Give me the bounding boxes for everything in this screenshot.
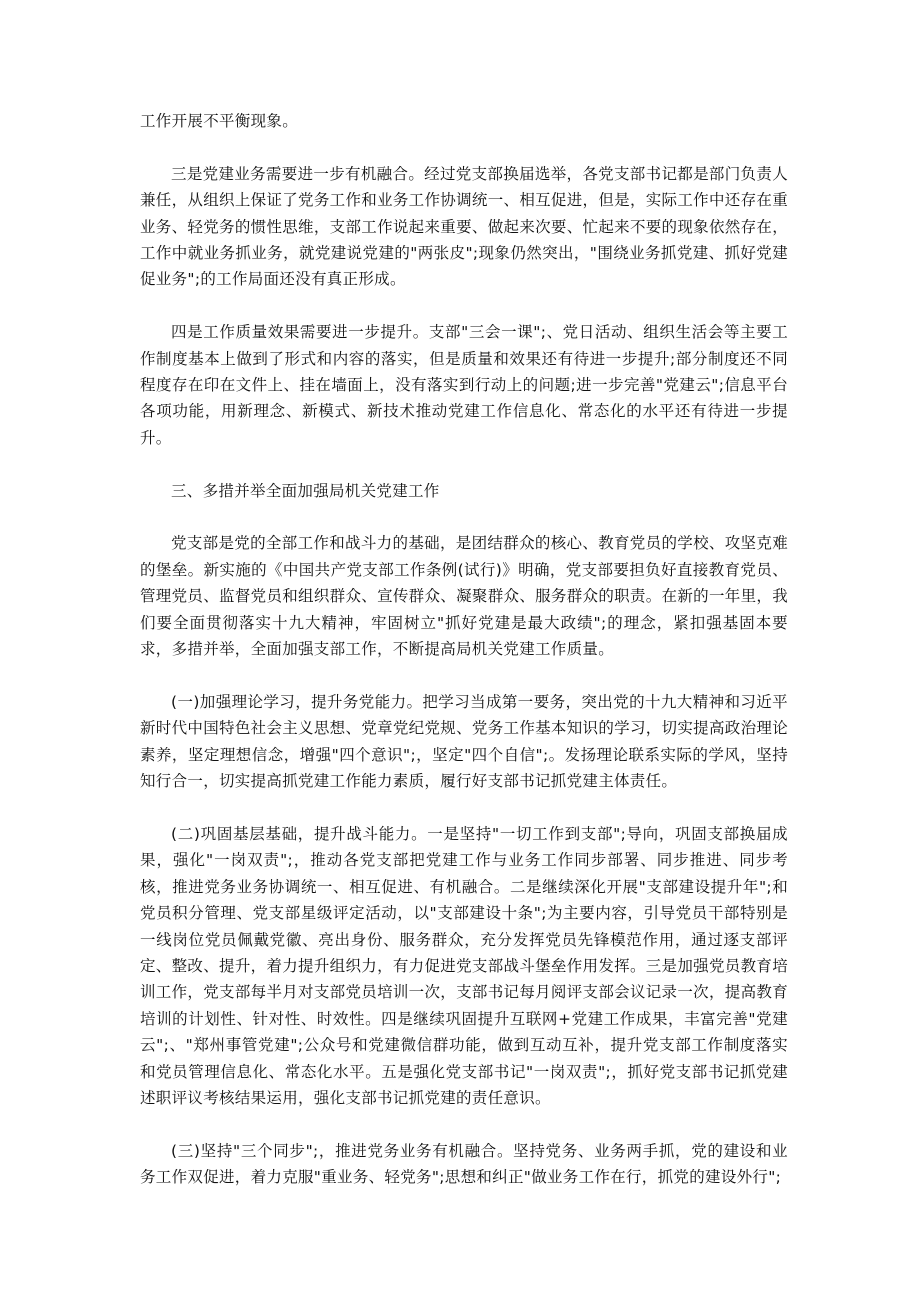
paragraph-point-four: 四是工作质量效果需要进一步提升。支部"三会一课";、党日活动、组织生活会等主要工作制度基本上做到了形式和内容的落实，但是质量和效果还有待进一步提升;部分制度还不同程度存在印在文件上、挂在墙面上，没有落实到行动上的问题;进一步完善"党建云";信息平台各项功能，用新理念、新模式、新技术推动党建工作信息化、常态化的水平还有待进一步提升。 (140, 323, 788, 447)
paragraph-item-two: (二)巩固基层基础，提升战斗能力。一是坚持"一切工作到支部";导向，巩固支部换届成果，强化"一岗双责";，推动各党支部把党建工作与业务工作同步部署、同步推进、同步考核，推进党务业务协调统一、相互促进、有机融合。二是继续深化开展"支部建设提升年";和党员积分管理、党支部星级评定活动，以"支部建设十条";为主要内容，引导党员干部特别是一线岗位党员佩戴党徽、亮出身份、服务群众，充分发挥党员先锋模范作用，通过逐支部评定、整改、提升，着力提升组织力，有力促进党支部战斗堡垒作用发挥。三是加强党员教育培训工作，党支部每半月对支部党员培训一次，支部书记每月阅评支部会议记录一次，提高教育培训的计划性、针对性、时效性。四是继续巩固提升互联网+党建工作成果，丰富完善"党建云";、"郑州事管党建";公众号和党建微信群功能，做到互动互补，提升党支部工作制度落实和党员管理信息化、常态化水平。五是强化党支部书记"一岗双责";，抓好党支部书记抓党建述职评议考核结果运用，强化支部书记抓党建的责任意识。 (140, 824, 788, 1107)
paragraph-point-three: 三是党建业务需要进一步有机融合。经过党支部换届选举，各党支部书记都是部门负责人兼任，从组织上保证了党务工作和业务工作协调统一、相互促进，但是，实际工作中还存在重业务、轻党务的惯性思维，支部工作说起来重要、做起来次要、忙起来不要的现象依然存在，工作中就业务抓业务，就党建说党建的"两张皮";现象仍然突出，"围绕业务抓党建、抓好党建促业务";的工作局面还没有真正形成。 (140, 164, 788, 289)
paragraph-intro: 党支部是党的全部工作和战斗力的基础，是团结群众的核心、教育党员的学校、攻坚克难的堡垒。新实施的《中国共产党支部工作条例(试行)》明确，党支部要担负好直接教育党员、管理党员、监督党员和组织群众、宣传群众、凝聚群众、服务群众的职责。在新的一年里，我们要全面贯彻落实十九大精神，牢固树立"抓好党建是最大政绩";的理念，紧扣强基固本要求，多措并举，全面加强支部工作，不断提高局机关党建工作质量。 (140, 534, 788, 659)
section-heading: 三、多措并举全面加强局机关党建工作 (171, 481, 440, 500)
document-page (140, 108, 788, 1191)
paragraph-item-three: (三)坚持"三个同步";，推进党务业务有机融合。坚持党务、业务两手抓，党的建设和业务工作双促进，着力克服"重业务、轻党务";思想和纠正"做业务工作在行，抓党的建设外行"; (140, 1141, 788, 1187)
paragraph-continuation: 工作开展不平衡现象。 (140, 112, 299, 130)
paragraph-item-one: (一)加强理论学习，提升务党能力。把学习当成第一要务，突出党的十九大精神和习近平新时代中国特色社会主义思想、党章党纪党规、党务工作基本知识的学习，切实提高政治理论素养，坚定理想信念，增强"四个意识";，坚定"四个自信";。发扬理论联系实际的学风，坚持知行合一，切实提高抓党建工作能力素质，履行好支部书记抓党建主体责任。 (140, 692, 788, 791)
